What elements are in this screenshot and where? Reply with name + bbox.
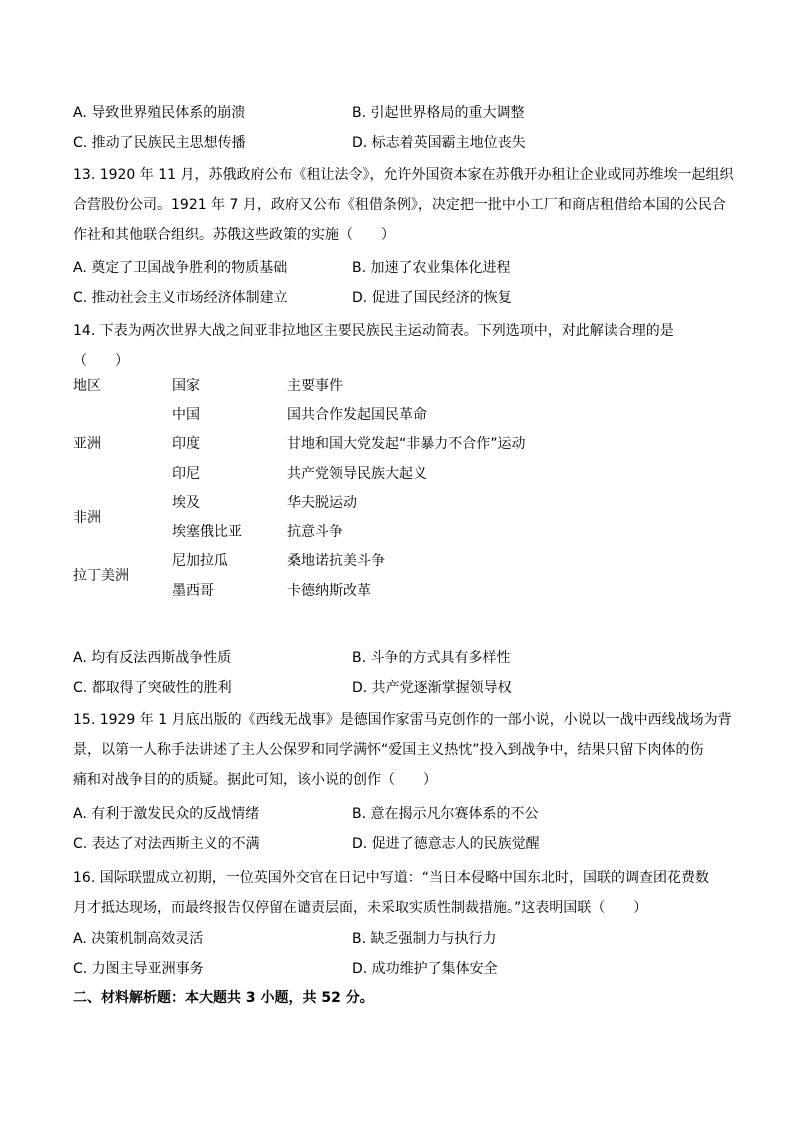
q16-option-d: D. 成功维护了集体安全 [352, 961, 498, 977]
q13-stem [73, 160, 734, 250]
table-cell-event: 国共合作发起国民革命 [287, 407, 427, 423]
table-cell-event: 卡德纳斯改革 [287, 583, 371, 599]
q13-stem-line: 合营股份公司。1921 年 7 月，政府又公布《租借条例》，决定把一批中小工厂和商店租借给本国的公民合 [73, 197, 726, 213]
table-cell-country: 埃塞俄比亚 [172, 524, 242, 540]
q14-stem-line: （ ） [73, 353, 129, 369]
table-cell-event: 华夫脱运动 [287, 495, 357, 511]
q15-option-a: A. 有利于激发民众的反战情绪 [73, 806, 260, 822]
table-cell-country: 墨西哥 [172, 583, 214, 599]
q15-stem-line: 痛和对战争目的的质疑。据此可知，该小说的创作（ ） [73, 772, 437, 788]
q15-option-b: B. 意在揭示凡尔赛体系的不公 [352, 806, 539, 822]
table-cell-country: 中国 [172, 407, 200, 423]
q16-stem-line: 16. 国际联盟成立初期，一位英国外交官在日记中写道：“当日本侵略中国东北时，国联的调查团花费数 [73, 870, 709, 886]
q16-option-c: C. 力图主导亚洲事务 [73, 961, 204, 977]
q14-option-c: C. 都取得了突破性的胜利 [73, 680, 232, 696]
q12-option-a: A. 导致世界殖民体系的崩溃 [73, 105, 246, 121]
table-cell-country: 埃及 [172, 495, 200, 511]
q15-option-d: D. 促进了德意志人的民族觉醒 [352, 836, 540, 852]
q16-option-b: B. 缺乏强制力与执行力 [352, 931, 497, 947]
table-region-asia: 亚洲 [73, 436, 101, 452]
table-header-country: 国家 [172, 378, 200, 394]
q14-option-b: B. 斗争的方式具有多样性 [352, 650, 511, 666]
section-heading: 二、材料解析题：本大题共 3 小题，共 52 分。 [73, 990, 374, 1006]
q15-option-c: C. 表达了对法西斯主义的不满 [73, 836, 260, 852]
q12-option-c: C. 推动了民族民主思想传播 [73, 135, 246, 151]
table-cell-country: 印尼 [172, 466, 200, 482]
q13-stem-line: 13. 1920 年 11 月，苏俄政府公布《租让法令》，允许外国资本家在苏俄开办租让企业或同苏维埃一起组织 [73, 167, 734, 183]
table-cell-event: 甘地和国大党发起“非暴力不合作”运动 [287, 436, 526, 452]
q14-stem-line: 14. 下表为两次世界大战之间亚非拉地区主要民族民主运动简表。下列选项中，对此解读合理的是 [73, 323, 674, 339]
table-cell-event: 桑地诺抗美斗争 [287, 553, 385, 569]
q15-stem-line: 景，以第一人称手法讲述了主人公保罗和同学满怀“爱国主义热忱”投入到战争中，结果只留下肉体的伤 [73, 742, 704, 758]
q16-stem [73, 863, 723, 923]
q14-option-d: D. 共产党逐渐掌握领导权 [352, 680, 512, 696]
q16-stem-line: 月才抵达现场，而最终报告仅停留在谴责层面，未采取实质性制裁措施。”这表明国联（ ） [73, 900, 648, 916]
table-region-latin-america: 拉丁美洲 [73, 568, 129, 584]
table-cell-country: 尼加拉瓜 [172, 553, 228, 569]
q14-option-a: A. 均有反法西斯战争性质 [73, 650, 232, 666]
q12-option-d: D. 标志着英国霸主地位丧失 [352, 135, 526, 151]
q14-stem [73, 316, 723, 376]
q13-option-a: A. 奠定了卫国战争胜利的物质基础 [73, 260, 288, 276]
table-cell-event: 共产党领导民族大起义 [287, 466, 427, 482]
q12-option-b: B. 引起世界格局的重大调整 [352, 105, 525, 121]
q13-option-c: C. 推动社会主义市场经济体制建立 [73, 290, 288, 306]
q13-option-d: D. 促进了国民经济的恢复 [352, 290, 512, 306]
q15-stem-line: 15. 1929 年 1 月底出版的《西线无战事》是德国作家雷马克创作的一部小说，小说以一战中西线战场为背 [73, 712, 732, 728]
q16-option-a: A. 决策机制高效灵活 [73, 931, 204, 947]
table-region-africa: 非洲 [73, 510, 101, 526]
table-cell-event: 抗意斗争 [287, 524, 343, 540]
table-header-event: 主要事件 [287, 378, 343, 394]
table-header-region: 地区 [73, 378, 101, 394]
q15-stem [73, 705, 732, 795]
q13-stem-line: 作社和其他联合组织。苏俄这些政策的实施（ ） [73, 227, 395, 243]
q13-option-b: B. 加速了农业集体化进程 [352, 260, 511, 276]
table-cell-country: 印度 [172, 436, 200, 452]
